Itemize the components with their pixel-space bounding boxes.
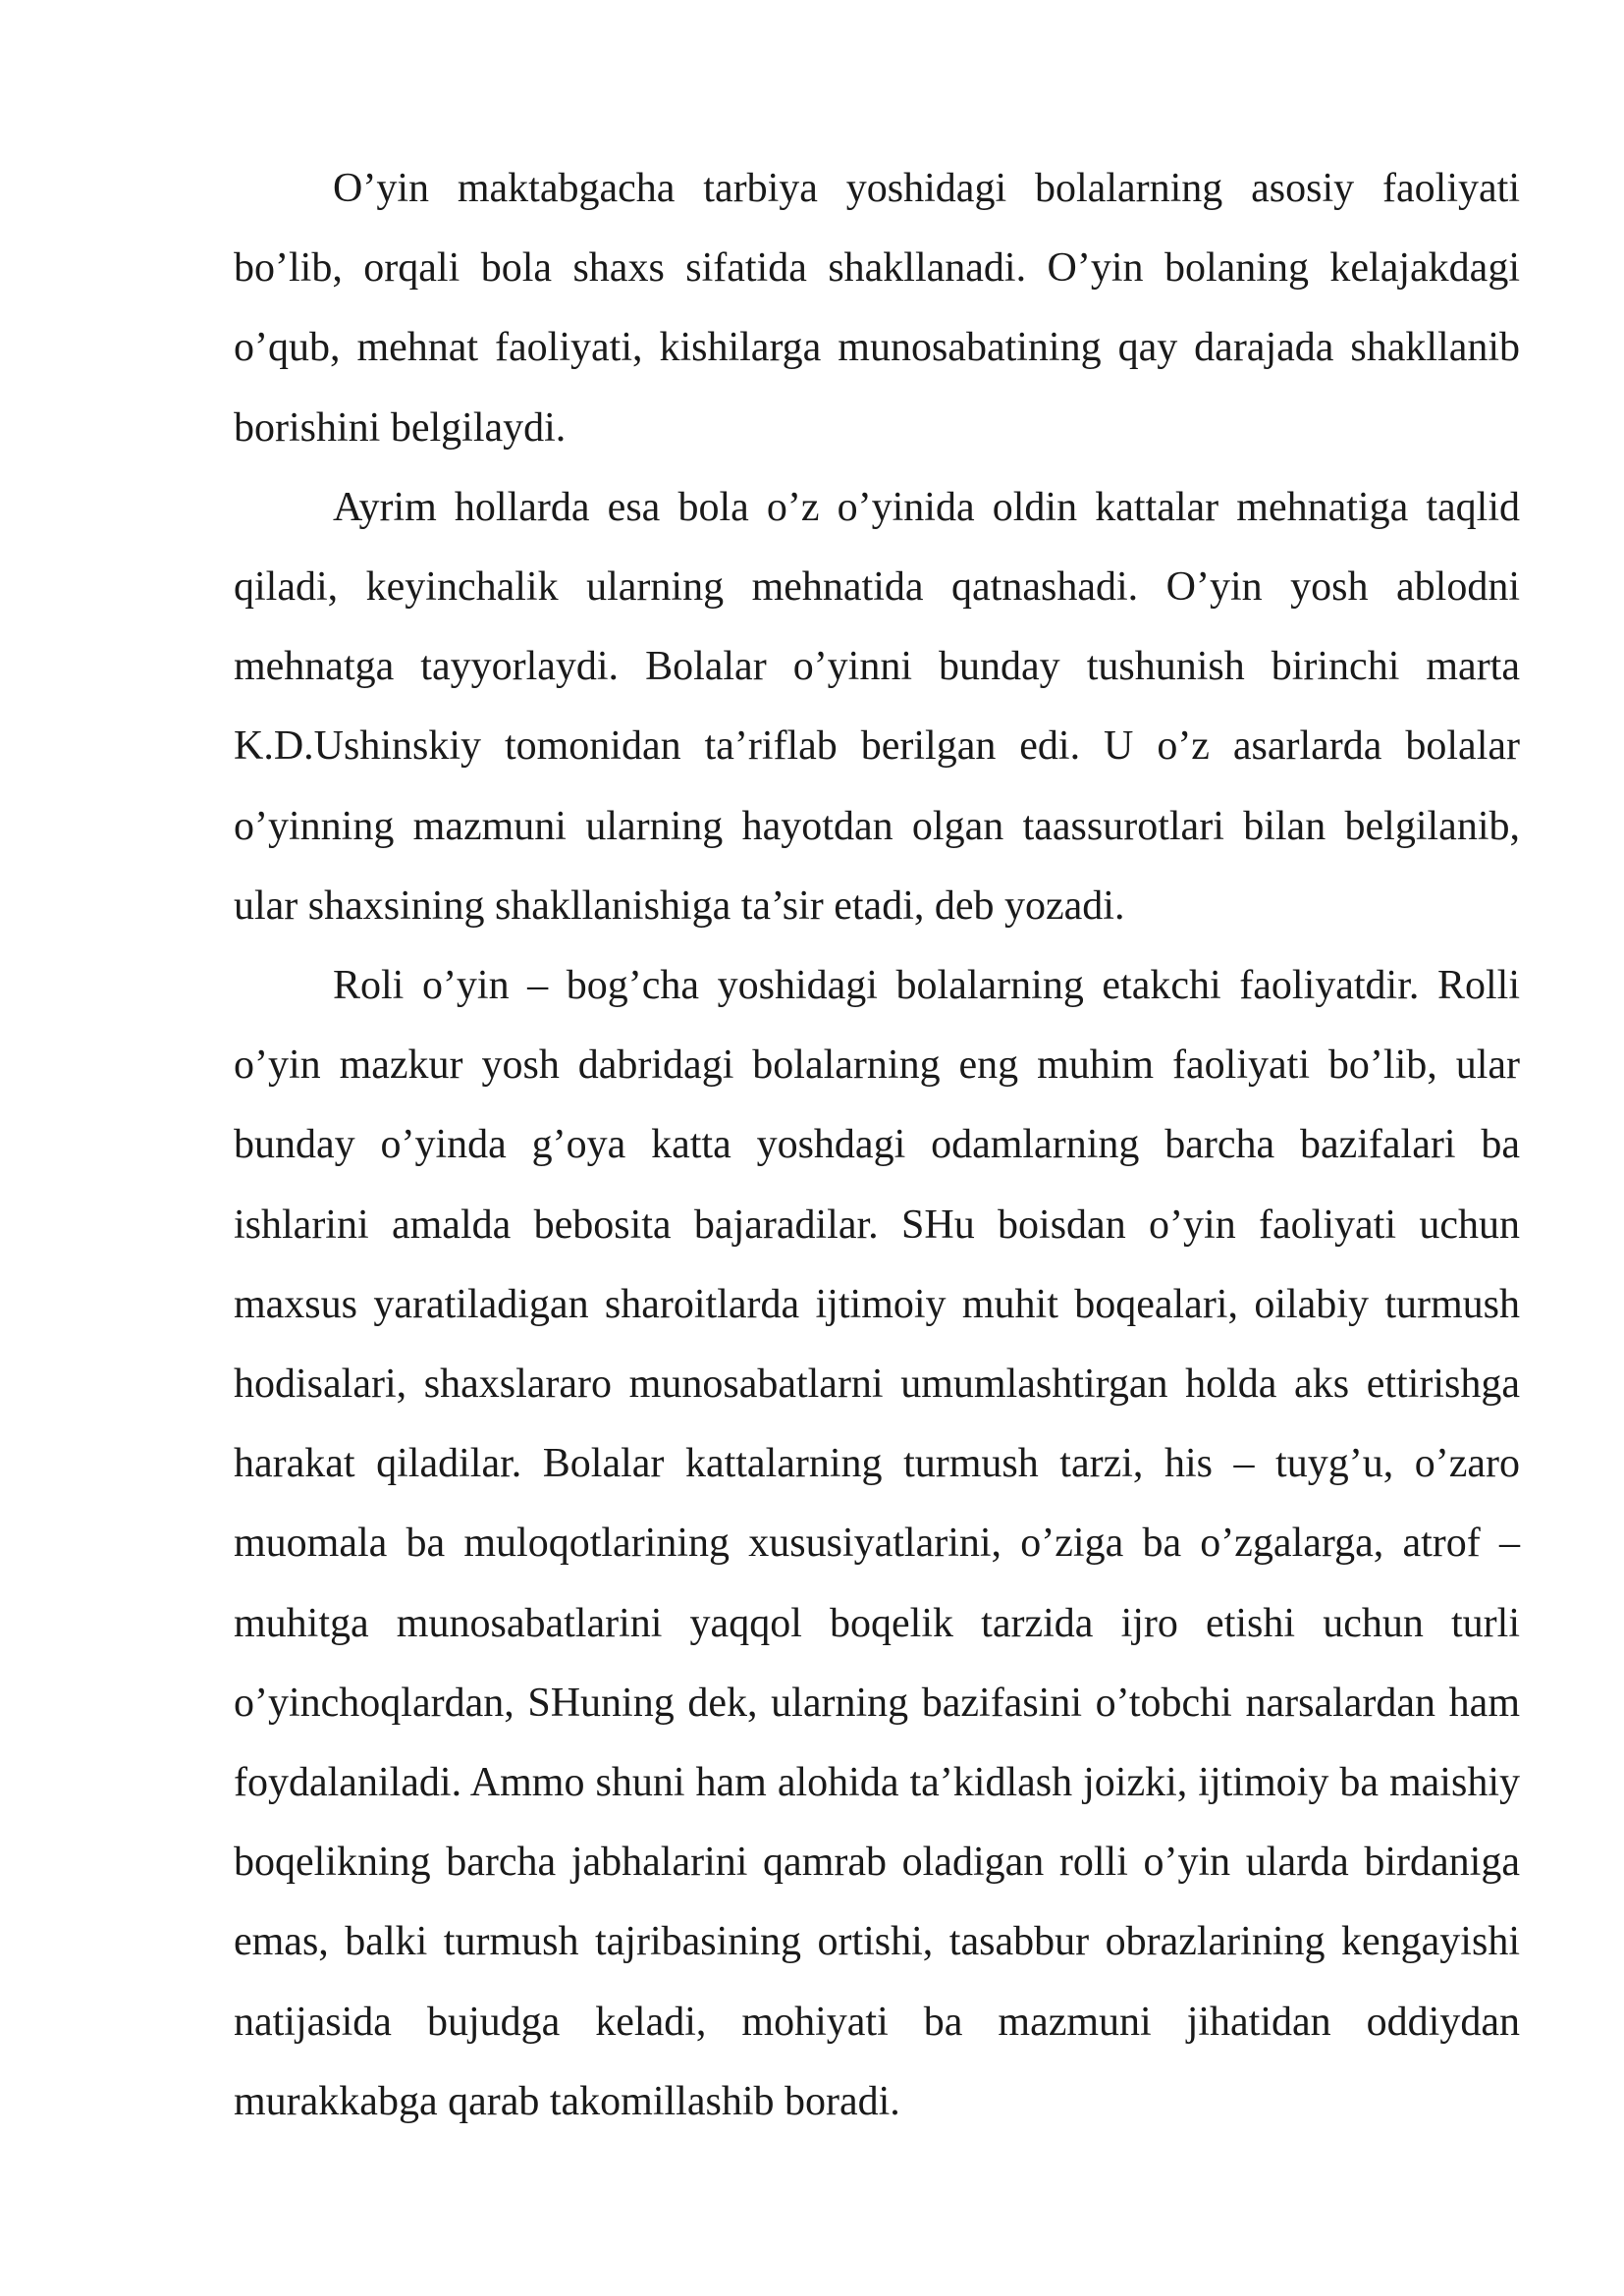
paragraph-1: O’yin maktabgacha tarbiya yoshidagi bolalarning asosiy faoliyati bo’lib, orqali bola shaxs sifatida shakllanadi. O’yin bolaning kelajakdagi o’qub, mehnat faoliyati, kishilarga munosabatining qay darajada shakllanib borishini belgilaydi.: [234, 166, 1520, 451]
paragraph-2: Ayrim hollarda esa bola o’z o’yinida oldin kattalar mehnatiga taqlid qiladi, keyinchalik ularning mehnatida qatnashadi. O’yin yosh ablodni mehnatga tayyorlaydi. Bolalar o’yinni bunday tushunish birinchi marta K.D.Ushinskiy tomonidan ta’riflab berilgan edi. U o’z asarlarda bolalar o’yinning mazmuni ularning hayotdan olgan taassurotlari bilan belgilanib, ular shaxsining shakllanishiga ta’sir etadi, deb yozadi.: [234, 484, 1520, 929]
paragraph-3: Roli o’yin – bog’cha yoshidagi bolalarning etakchi faoliyatdir. Rolli o’yin mazkur yosh dabridagi bolalarning eng muhim faoliyati bo’lib, ular bunday o’yinda g’oya katta yoshdagi odamlarning barcha bazifalari ba ishlarini amalda bebosita bajaradilar. SHu boisdan o’yin faoliyati uchun maxsus yaratiladigan sharoitlarda ijtimoiy muhit boqealari, oilabiy turmush hodisalari, shaxslararo munosabatlarni umumlashtirgan holda aks ettirishga harakat qiladilar. Bolalar kattalarning turmush tarzi, his – tuyg’u, o’zaro muomala ba muloqotlarining xususiyatlarini, o’ziga ba o’zgalarga, atrof – muhitga munosabatlarini yaqqol boqelik tarzida ijro etishi uchun turli o’yinchoqlardan, SHuning dek, ularning bazifasini o’tobchi narsalardan ham foydalaniladi. Ammo shuni ham alohida ta’kidlash joizki, ijtimoiy ba maishiy boqelikning barcha jabhalarini qamrab oladigan rolli o’yin ularda birdaniga emas, balki turmush tajribasining ortishi, tasabbur obrazlarining kengayishi natijasida bujudga keladi, mohiyati ba mazmuni jihatidan oddiydan murakkabga qarab takomillashib boradi.: [234, 963, 1520, 2124]
document-body: [234, 149, 1520, 2142]
